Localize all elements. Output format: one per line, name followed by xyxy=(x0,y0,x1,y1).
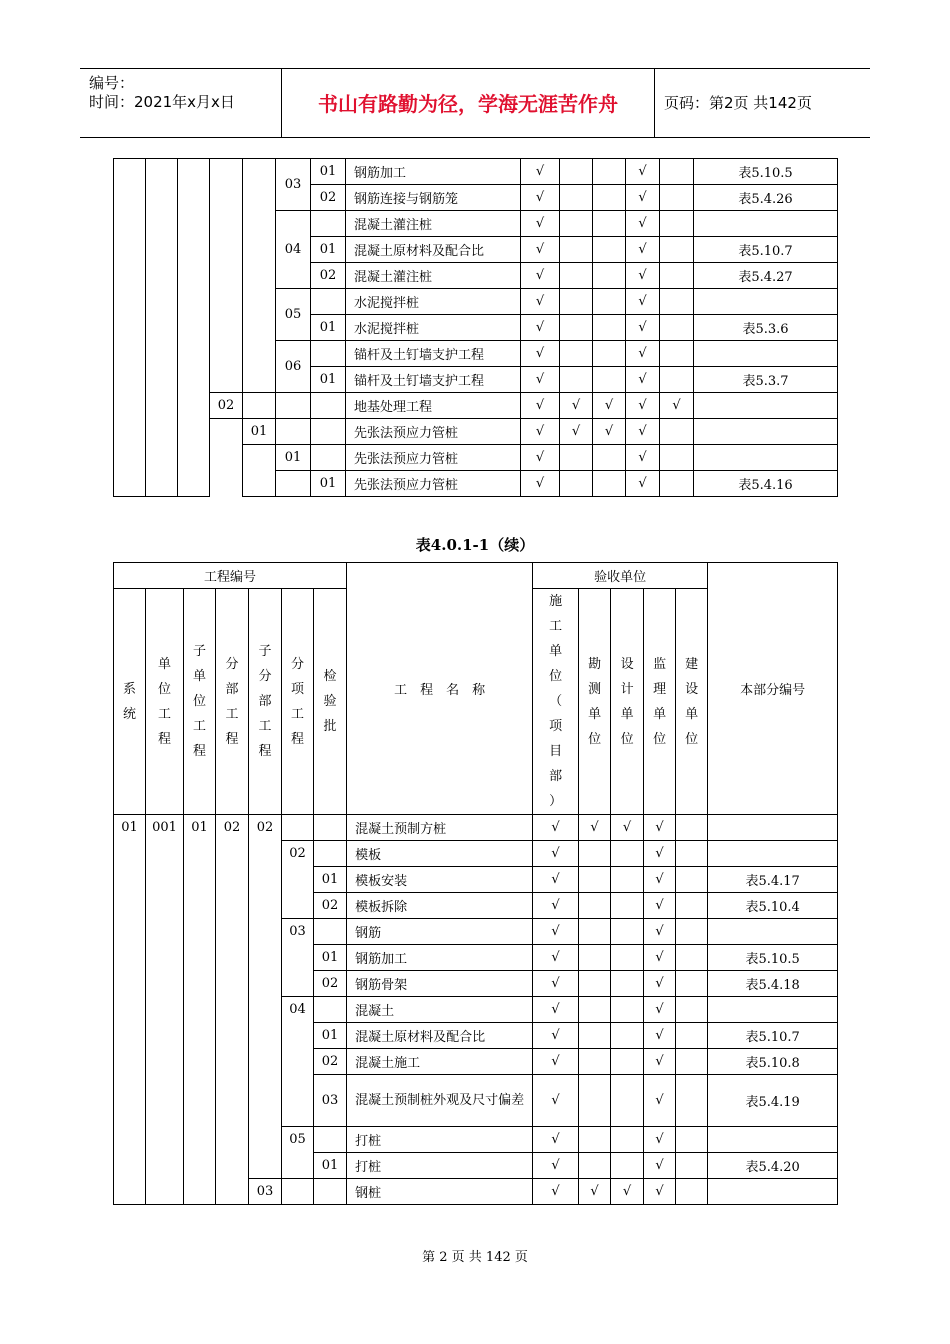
check-design xyxy=(593,159,626,185)
table-row xyxy=(114,393,838,419)
check-construct: √ xyxy=(521,315,560,341)
item-code-cell: 06 xyxy=(276,341,311,393)
check-construct: √ xyxy=(521,185,560,211)
check-design xyxy=(611,1075,644,1127)
check-construct: √ xyxy=(533,841,579,867)
item-code-cell: 05 xyxy=(276,289,311,341)
batch-code-cell: 03 xyxy=(314,1075,347,1127)
check-supervise: √ xyxy=(626,315,660,341)
header-page-code: 页码：第2页 共142页 xyxy=(664,94,812,112)
check-supervise: √ xyxy=(644,841,676,867)
section-code-cell: 表5.10.4 xyxy=(708,893,838,919)
check-design xyxy=(593,315,626,341)
check-design xyxy=(593,185,626,211)
item-code-cell xyxy=(276,393,311,419)
project-name-cell: 水泥搅拌桩 xyxy=(346,315,521,341)
check-design xyxy=(611,997,644,1023)
col-header-subdivision-text: 子 分 部 工 程 xyxy=(258,644,272,759)
project-name-cell: 混凝土 xyxy=(347,997,533,1023)
col-header-batch-text: 检 验 批 xyxy=(323,669,337,734)
check-construct: √ xyxy=(521,159,560,185)
check-build xyxy=(660,445,694,471)
col-header-item xyxy=(282,589,314,815)
col-header-section-code: 本部分编号 xyxy=(708,563,838,815)
col-header-division xyxy=(216,589,249,815)
batch-code-cell: 01 xyxy=(311,159,346,185)
section-code-cell: 表5.10.7 xyxy=(694,237,838,263)
col-subdivision-cell xyxy=(243,159,276,393)
batch-code-cell xyxy=(311,289,346,315)
division-code-cell: 02 xyxy=(216,815,249,1205)
batch-code-cell: 02 xyxy=(314,1049,347,1075)
col-header-supervise xyxy=(644,589,676,815)
check-design xyxy=(593,237,626,263)
check-build xyxy=(676,841,708,867)
section-code-cell: 表5.4.19 xyxy=(708,1075,838,1127)
section-code-cell: 表5.10.5 xyxy=(708,945,838,971)
check-construct: √ xyxy=(521,211,560,237)
check-survey xyxy=(579,997,611,1023)
check-construct: √ xyxy=(533,1127,579,1153)
col-header-unit-text: 单 位 工 程 xyxy=(157,656,171,747)
check-construct: √ xyxy=(533,997,579,1023)
check-construct: √ xyxy=(533,1023,579,1049)
unit-code-cell: 001 xyxy=(146,815,184,1205)
check-design xyxy=(593,471,626,497)
col-division-cell xyxy=(210,159,243,393)
item-code-cell: 01 xyxy=(276,445,311,471)
section-code-cell xyxy=(694,211,838,237)
check-construct: √ xyxy=(521,341,560,367)
item-code-cell: 03 xyxy=(282,919,314,997)
check-supervise: √ xyxy=(644,1179,676,1205)
check-design xyxy=(611,1153,644,1179)
check-design xyxy=(611,945,644,971)
check-supervise: √ xyxy=(644,1153,676,1179)
section-code-cell: 表5.4.26 xyxy=(694,185,838,211)
project-name-cell: 混凝土原材料及配合比 xyxy=(346,237,521,263)
check-survey: √ xyxy=(560,419,593,445)
col-header-construct-text: 施 工 单 位 （ 项 目 部 ） xyxy=(549,594,563,809)
item-code-cell xyxy=(282,815,314,841)
check-supervise: √ xyxy=(626,211,660,237)
batch-code-cell: 02 xyxy=(311,185,346,211)
subdivision-code-cell: 01 xyxy=(243,419,276,445)
check-survey xyxy=(579,945,611,971)
item-code-cell: 02 xyxy=(282,841,314,919)
division-continuation-cell xyxy=(210,419,243,497)
check-design: √ xyxy=(611,1179,644,1205)
check-supervise: √ xyxy=(626,289,660,315)
project-name-cell: 钢筋加工 xyxy=(346,159,521,185)
check-survey xyxy=(560,367,593,393)
item-code-cell: 03 xyxy=(276,159,311,211)
check-design xyxy=(593,211,626,237)
check-survey xyxy=(560,237,593,263)
item-code-cell: 04 xyxy=(276,211,311,289)
batch-code-cell xyxy=(311,419,346,445)
project-name-cell: 混凝土预制桩外观及尺寸偏差 xyxy=(347,1075,533,1127)
check-design xyxy=(611,1023,644,1049)
check-supervise: √ xyxy=(644,1049,676,1075)
check-construct: √ xyxy=(533,971,579,997)
batch-code-cell: 01 xyxy=(311,315,346,341)
batch-code-cell xyxy=(314,919,347,945)
group-header-code: 工程编号 xyxy=(114,563,347,589)
col-header-supervise-text: 监 理 单 位 xyxy=(653,656,667,747)
section-code-cell xyxy=(694,445,838,471)
check-survey xyxy=(560,263,593,289)
check-supervise: √ xyxy=(626,393,660,419)
item-code-cell xyxy=(282,1179,314,1205)
check-build xyxy=(660,341,694,367)
project-name-cell: 水泥搅拌桩 xyxy=(346,289,521,315)
check-build xyxy=(676,1049,708,1075)
check-build xyxy=(660,263,694,289)
check-supervise: √ xyxy=(626,237,660,263)
check-build xyxy=(676,1179,708,1205)
check-build xyxy=(660,315,694,341)
check-build xyxy=(660,289,694,315)
check-supervise: √ xyxy=(644,867,676,893)
section-code-cell: 表5.10.7 xyxy=(708,1023,838,1049)
check-design xyxy=(593,341,626,367)
check-survey xyxy=(579,1023,611,1049)
batch-code-cell xyxy=(314,841,347,867)
project-name-cell: 打桩 xyxy=(347,1153,533,1179)
batch-code-cell: 01 xyxy=(314,945,347,971)
check-construct: √ xyxy=(533,1179,579,1205)
table-row xyxy=(114,159,838,185)
section-code-cell: 表5.4.16 xyxy=(694,471,838,497)
check-survey xyxy=(560,471,593,497)
check-supervise: √ xyxy=(626,367,660,393)
check-build xyxy=(660,471,694,497)
batch-code-cell: 02 xyxy=(311,263,346,289)
project-name-cell: 钢筋加工 xyxy=(347,945,533,971)
batch-code-cell xyxy=(314,1179,347,1205)
check-survey xyxy=(560,315,593,341)
col-header-survey-text: 勘 测 单 位 xyxy=(588,656,602,747)
check-construct: √ xyxy=(533,867,579,893)
check-design: √ xyxy=(593,419,626,445)
table-continuation-top xyxy=(113,158,838,497)
page-footer: 第 2 页 共 142 页 xyxy=(422,1250,528,1265)
batch-code-cell: 01 xyxy=(311,471,346,497)
check-build xyxy=(660,367,694,393)
col-header-system-text: 系 统 xyxy=(122,681,136,722)
check-build xyxy=(676,945,708,971)
section-code-cell xyxy=(708,841,838,867)
col-header-subdivision xyxy=(249,589,282,815)
page-header xyxy=(80,68,870,138)
project-name-cell: 混凝土灌注桩 xyxy=(346,211,521,237)
project-name-cell: 混凝土原材料及配合比 xyxy=(347,1023,533,1049)
project-name-cell: 锚杆及土钉墙支护工程 xyxy=(346,367,521,393)
check-survey xyxy=(560,211,593,237)
project-name-cell: 钢筋 xyxy=(347,919,533,945)
check-survey xyxy=(560,341,593,367)
check-supervise: √ xyxy=(626,445,660,471)
check-survey xyxy=(579,919,611,945)
check-supervise: √ xyxy=(644,997,676,1023)
project-name-cell: 先张法预应力管桩 xyxy=(346,471,521,497)
project-name-cell: 混凝土施工 xyxy=(347,1049,533,1075)
batch-code-cell xyxy=(311,341,346,367)
check-survey xyxy=(560,445,593,471)
item-code-cell: 05 xyxy=(282,1127,314,1179)
check-supervise: √ xyxy=(644,1023,676,1049)
project-name-cell: 先张法预应力管桩 xyxy=(346,419,521,445)
section-code-cell: 表5.10.8 xyxy=(708,1049,838,1075)
check-build xyxy=(676,1127,708,1153)
check-supervise: √ xyxy=(626,471,660,497)
section-code-cell: 表5.4.27 xyxy=(694,263,838,289)
batch-code-cell: 02 xyxy=(314,893,347,919)
col-header-survey xyxy=(579,589,611,815)
item-continuation-cell xyxy=(276,471,311,497)
check-survey: √ xyxy=(560,393,593,419)
check-construct: √ xyxy=(533,945,579,971)
check-construct: √ xyxy=(521,289,560,315)
section-code-cell xyxy=(694,289,838,315)
check-construct: √ xyxy=(521,471,560,497)
check-supervise: √ xyxy=(644,971,676,997)
check-design: √ xyxy=(593,393,626,419)
check-build xyxy=(660,185,694,211)
subunit-code-cell: 01 xyxy=(184,815,216,1205)
batch-code-cell: 01 xyxy=(311,237,346,263)
batch-code-cell: 01 xyxy=(311,367,346,393)
check-design xyxy=(593,289,626,315)
batch-code-cell: 01 xyxy=(314,1023,347,1049)
section-code-cell xyxy=(708,1127,838,1153)
section-code-cell: 表5.4.20 xyxy=(708,1153,838,1179)
table-row xyxy=(114,815,838,841)
check-construct: √ xyxy=(533,893,579,919)
check-design xyxy=(611,919,644,945)
check-construct: √ xyxy=(533,1153,579,1179)
section-code-cell: 表5.4.17 xyxy=(708,867,838,893)
section-code-cell xyxy=(708,1179,838,1205)
check-build xyxy=(676,893,708,919)
batch-code-cell xyxy=(314,997,347,1023)
col-header-subunit-text: 子 单 位 工 程 xyxy=(192,644,206,759)
subdivision-code-cell: 02 xyxy=(249,815,282,1179)
header-motto: 书山有路勤为径，学海无涯苦作舟 xyxy=(282,69,655,137)
check-build xyxy=(676,815,708,841)
project-name-cell: 钢筋骨架 xyxy=(347,971,533,997)
check-design xyxy=(611,841,644,867)
header-meta xyxy=(80,69,282,137)
batch-code-cell xyxy=(314,1127,347,1153)
project-name-cell: 混凝土预制方桩 xyxy=(347,815,533,841)
check-build xyxy=(676,1075,708,1127)
check-survey xyxy=(560,185,593,211)
col-header-division-text: 分 部 工 程 xyxy=(225,656,239,747)
check-survey: √ xyxy=(579,1179,611,1205)
check-construct: √ xyxy=(533,1049,579,1075)
section-code-cell xyxy=(708,919,838,945)
division-code-cell: 02 xyxy=(210,393,243,419)
col-header-batch xyxy=(314,589,347,815)
check-build xyxy=(660,419,694,445)
check-construct: √ xyxy=(521,237,560,263)
check-build xyxy=(660,159,694,185)
check-build xyxy=(676,1153,708,1179)
check-supervise: √ xyxy=(644,1127,676,1153)
section-code-cell xyxy=(694,341,838,367)
col-header-item-text: 分 项 工 程 xyxy=(290,656,304,747)
check-design xyxy=(611,867,644,893)
check-design xyxy=(611,971,644,997)
section-code-cell: 表5.10.5 xyxy=(694,159,838,185)
col-header-build xyxy=(676,589,708,815)
section-code-cell xyxy=(708,815,838,841)
table-row xyxy=(114,419,838,445)
check-construct: √ xyxy=(533,919,579,945)
check-construct: √ xyxy=(521,419,560,445)
document-time-label: 时间：2021年x月x日 xyxy=(89,93,235,111)
group-header-accept: 验收单位 xyxy=(533,563,708,589)
check-supervise: √ xyxy=(626,341,660,367)
project-name-cell: 模板 xyxy=(347,841,533,867)
check-survey xyxy=(579,1127,611,1153)
check-build xyxy=(676,971,708,997)
check-supervise: √ xyxy=(626,263,660,289)
check-supervise: √ xyxy=(626,419,660,445)
batch-code-cell: 02 xyxy=(314,971,347,997)
project-name-cell: 锚杆及土钉墙支护工程 xyxy=(346,341,521,367)
check-supervise: √ xyxy=(644,945,676,971)
subdivision-code-cell xyxy=(243,393,276,419)
check-design: √ xyxy=(611,815,644,841)
check-supervise: √ xyxy=(644,893,676,919)
project-name-cell: 打桩 xyxy=(347,1127,533,1153)
check-survey xyxy=(579,1075,611,1127)
check-supervise: √ xyxy=(644,815,676,841)
check-build xyxy=(660,211,694,237)
check-construct: √ xyxy=(533,1075,579,1127)
check-construct: √ xyxy=(521,263,560,289)
col-header-unit xyxy=(146,589,184,815)
col-header-name: 工 程 名 称 xyxy=(347,563,533,815)
document-number-label: 编号： xyxy=(89,74,135,92)
col-header-design xyxy=(611,589,644,815)
check-build xyxy=(676,997,708,1023)
check-design xyxy=(593,445,626,471)
batch-code-cell xyxy=(311,211,346,237)
table-project-codes xyxy=(113,562,838,1205)
col-subunit-cell xyxy=(178,159,210,497)
item-code-cell xyxy=(276,419,311,445)
col-header-construct xyxy=(533,589,579,815)
check-construct: √ xyxy=(521,445,560,471)
col-unit-cell xyxy=(146,159,178,497)
check-design xyxy=(611,893,644,919)
check-construct: √ xyxy=(521,367,560,393)
check-build xyxy=(660,237,694,263)
project-name-cell: 混凝土灌注桩 xyxy=(346,263,521,289)
check-survey xyxy=(579,893,611,919)
col-system-cell xyxy=(114,159,146,497)
check-survey xyxy=(560,159,593,185)
project-name-cell: 先张法预应力管桩 xyxy=(346,445,521,471)
check-supervise: √ xyxy=(626,159,660,185)
col-header-design-text: 设 计 单 位 xyxy=(620,656,634,747)
check-survey xyxy=(579,867,611,893)
check-survey xyxy=(579,1049,611,1075)
batch-code-cell xyxy=(314,815,347,841)
table-header-group-row xyxy=(114,563,838,589)
project-name-cell: 模板安装 xyxy=(347,867,533,893)
check-build xyxy=(676,867,708,893)
batch-code-cell xyxy=(311,393,346,419)
col-header-system xyxy=(114,589,146,815)
check-survey xyxy=(579,1153,611,1179)
system-code-cell: 01 xyxy=(114,815,146,1205)
check-build xyxy=(676,1023,708,1049)
project-name-cell: 模板拆除 xyxy=(347,893,533,919)
section-code-cell: 表5.3.7 xyxy=(694,367,838,393)
check-supervise: √ xyxy=(644,1075,676,1127)
project-name-cell: 地基处理工程 xyxy=(346,393,521,419)
check-construct: √ xyxy=(521,393,560,419)
check-design xyxy=(593,263,626,289)
check-survey xyxy=(560,289,593,315)
check-survey xyxy=(579,971,611,997)
check-build: √ xyxy=(660,393,694,419)
check-construct: √ xyxy=(533,815,579,841)
section-code-cell xyxy=(694,393,838,419)
project-name-cell: 钢筋连接与钢筋笼 xyxy=(346,185,521,211)
col-header-subunit xyxy=(184,589,216,815)
check-design xyxy=(611,1127,644,1153)
item-code-cell: 04 xyxy=(282,997,314,1127)
check-design xyxy=(611,1049,644,1075)
check-survey xyxy=(579,841,611,867)
section-code-cell xyxy=(708,997,838,1023)
check-build xyxy=(676,919,708,945)
section-code-cell: 表5.4.18 xyxy=(708,971,838,997)
section-code-cell xyxy=(694,419,838,445)
batch-code-cell xyxy=(311,445,346,471)
project-name-cell: 钢桩 xyxy=(347,1179,533,1205)
check-design xyxy=(593,367,626,393)
subdivision-code-cell: 03 xyxy=(249,1179,282,1205)
check-supervise: √ xyxy=(626,185,660,211)
section-code-cell: 表5.3.6 xyxy=(694,315,838,341)
check-survey: √ xyxy=(579,815,611,841)
subdivision-continuation-cell xyxy=(243,445,276,497)
col-header-build-text: 建 设 单 位 xyxy=(685,656,699,747)
batch-code-cell: 01 xyxy=(314,1153,347,1179)
check-supervise: √ xyxy=(644,919,676,945)
table-caption: 表4.0.1-1（续） xyxy=(415,536,535,554)
batch-code-cell: 01 xyxy=(314,867,347,893)
